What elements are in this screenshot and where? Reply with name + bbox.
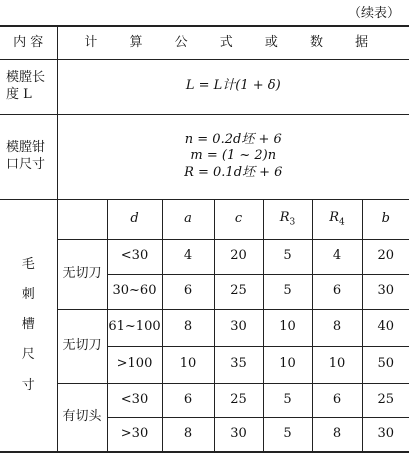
cell-a: 8: [162, 417, 214, 452]
cell-d: >30: [107, 417, 162, 452]
row-cavity-length: [0, 59, 409, 114]
cell-b: 20: [362, 239, 409, 274]
cell-r3: 5: [263, 383, 312, 417]
cell-b: 30: [362, 417, 409, 452]
cell-r4: 6: [312, 383, 362, 417]
cell-b: 40: [362, 309, 409, 346]
cell-a: 10: [162, 346, 214, 383]
cell-r3: 5: [263, 417, 312, 452]
cell-a: 6: [162, 383, 214, 417]
cell-d: <30: [107, 383, 162, 417]
cell-c: 30: [214, 309, 263, 346]
group-label: 有切头: [57, 383, 107, 452]
cell-r4: 10: [312, 346, 362, 383]
cell-r3: 5: [263, 239, 312, 274]
col-b: b: [362, 199, 409, 239]
cell-b: 50: [362, 346, 409, 383]
cell-r4: 8: [312, 309, 362, 346]
cell-r4: 6: [312, 274, 362, 309]
blank-corner: [57, 199, 107, 239]
formula-n: n = 0.2d坯 + 6: [184, 132, 282, 148]
group-label: 无切刀: [57, 239, 107, 309]
col-r4: $R_4$: [312, 199, 362, 239]
header-row: [0, 26, 409, 59]
label-flash-groove: 毛 刺 槽 尺 寸: [0, 199, 57, 452]
cell-d: 30~60: [107, 274, 162, 309]
cell-r3: 5: [263, 274, 312, 309]
cell-r4: 8: [312, 417, 362, 452]
col-d: d: [107, 199, 162, 239]
col-c: c: [214, 199, 263, 239]
formula-tong-size: [57, 114, 409, 199]
table-caption: （续表）: [347, 6, 400, 21]
cell-c: 25: [214, 274, 263, 309]
label-cavity-length: 模膛长 度 L: [0, 59, 57, 114]
cell-a: 6: [162, 274, 214, 309]
cell-c: 35: [214, 346, 263, 383]
cell-b: 30: [362, 274, 409, 309]
col-a: a: [162, 199, 214, 239]
cell-c: 20: [214, 239, 263, 274]
label-tong-size: 模膛钳 口尺寸: [0, 114, 57, 199]
header-formula: 计 算 公 式 或 数 据: [57, 26, 409, 59]
formula-table: [0, 25, 409, 453]
flash-header-row: [0, 199, 409, 239]
table-row: [0, 383, 409, 417]
formula-m: m = (1 ~ 2)n: [190, 148, 277, 164]
col-r3: $R_3$: [263, 199, 312, 239]
formula-r: R = 0.1d坯 + 6: [184, 164, 283, 180]
cell-a: 8: [162, 309, 214, 346]
cell-b: 25: [362, 383, 409, 417]
cell-c: 30: [214, 417, 263, 452]
table-row: [0, 309, 409, 346]
cell-d: >100: [107, 346, 162, 383]
cell-r3: 10: [263, 309, 312, 346]
cell-d: 61~100: [107, 309, 162, 346]
cell-c: 25: [214, 383, 263, 417]
header-content: 内 容: [0, 26, 57, 59]
row-tong-size: [0, 114, 409, 199]
group-label: 无切刀: [57, 309, 107, 383]
cell-a: 4: [162, 239, 214, 274]
table-row: [0, 239, 409, 274]
formula-cavity-length: L = L计(1 + δ): [57, 59, 409, 114]
cell-r3: 10: [263, 346, 312, 383]
cell-r4: 4: [312, 239, 362, 274]
cell-d: <30: [107, 239, 162, 274]
